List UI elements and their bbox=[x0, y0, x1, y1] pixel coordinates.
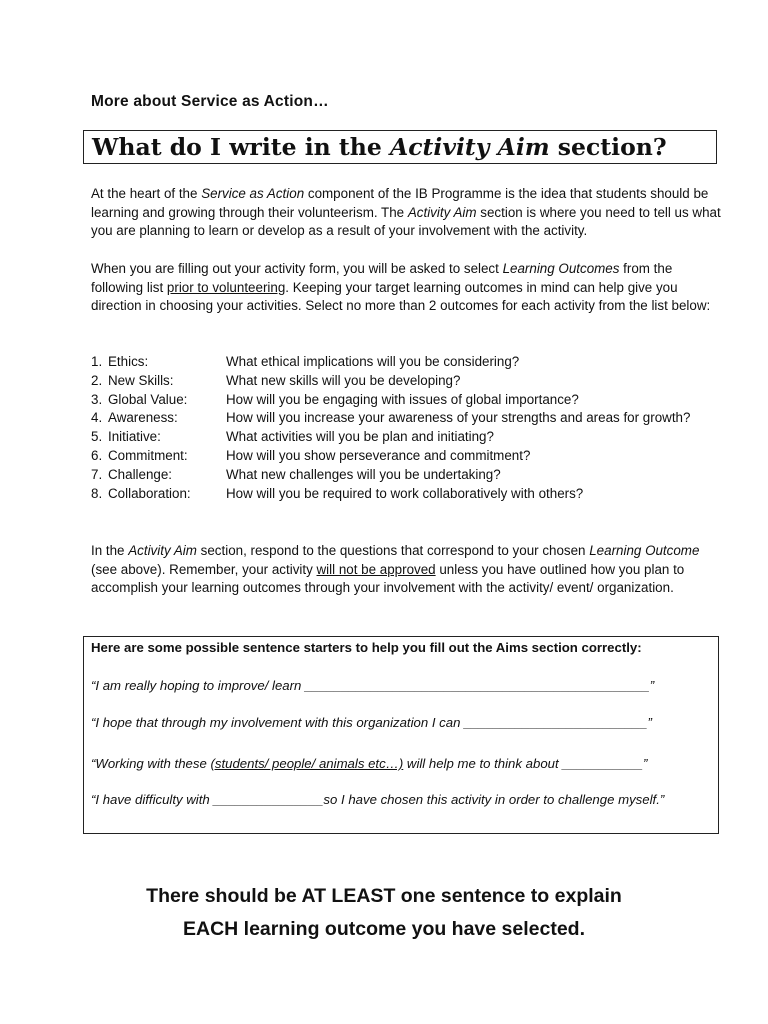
outcome-question: What ethical implications will you be considering? bbox=[226, 354, 520, 369]
text-run: from the following list bbox=[91, 261, 673, 295]
outcome-name: Ethics: bbox=[108, 354, 149, 369]
outcome-name: Global Value: bbox=[108, 391, 188, 407]
outcome-name: New Skills: bbox=[108, 372, 174, 388]
underlined-run: prior to volunteering bbox=[166, 279, 286, 295]
list-item bbox=[91, 391, 731, 410]
outcome-question: What new challenges will you be undertaking? bbox=[226, 466, 501, 482]
title-emphasis: Activity Aim bbox=[390, 133, 550, 161]
outcome-question: How will you increase your awareness of your strengths and areas for growth? bbox=[226, 410, 691, 426]
sentence-starter: “I have difficulty with _______________so I have chosen this activity in order to challenge myself.” bbox=[91, 792, 665, 807]
outcome-name: Challenge: bbox=[108, 466, 173, 482]
sentence-starters-heading: Here are some possible sentence starters to help you fill out the Aims section correctly: bbox=[91, 640, 642, 655]
section-kicker: More about Service as Action… bbox=[91, 93, 329, 110]
text-run: In the bbox=[91, 543, 129, 558]
text-run: section is where you need to tell us what you are planning to learn or develop as a result of your involvement with the activity. bbox=[91, 204, 721, 239]
list-item bbox=[91, 372, 731, 391]
text-run: component of the IB Programme is the idea that students should be learning and growing through their volunteerism. The bbox=[91, 186, 709, 220]
outcome-question: How will you be engaging with issues of global importance? bbox=[226, 391, 579, 407]
outcome-number: 7. bbox=[91, 466, 103, 482]
italic-run: Activity Aim bbox=[407, 204, 477, 220]
list-item bbox=[91, 353, 731, 372]
intro-paragraph bbox=[91, 185, 721, 241]
list-item bbox=[91, 485, 731, 504]
outcome-number: 3. bbox=[91, 391, 103, 407]
outcome-question: What activities will you be plan and initiating? bbox=[226, 429, 494, 445]
sentence-starter: “I hope that through my involvement with this organization I can _________________________” bbox=[91, 715, 652, 730]
closing-line: There should be AT LEAST one sentence to explain bbox=[146, 885, 622, 907]
outcome-number: 6. bbox=[91, 447, 103, 463]
outcome-question: How will you show perseverance and commitment? bbox=[226, 447, 531, 463]
text-run: section, respond to the questions that correspond to your chosen bbox=[196, 543, 590, 558]
closing-statement bbox=[0, 880, 768, 946]
outcome-number: 2. bbox=[91, 372, 103, 388]
learning-outcomes-list bbox=[91, 353, 731, 503]
text-run: will help me to think about ___________” bbox=[403, 756, 648, 771]
text-run: At the heart of the bbox=[91, 186, 202, 201]
italic-run: Activity Aim bbox=[128, 543, 197, 558]
title-after: section? bbox=[549, 133, 667, 161]
sentence-starters-box bbox=[83, 636, 719, 834]
outcome-number: 8. bbox=[91, 485, 103, 501]
text-run: (see above). Remember, your activity bbox=[91, 561, 317, 577]
outcome-name: Initiative: bbox=[108, 429, 161, 445]
italic-run: Learning Outcomes bbox=[502, 261, 620, 276]
instructions-paragraph bbox=[91, 260, 721, 316]
activity-aim-paragraph bbox=[91, 542, 721, 598]
italic-run: Learning Outcome bbox=[589, 543, 700, 558]
title-before: What do I write in the bbox=[92, 133, 390, 161]
outcome-name: Awareness: bbox=[108, 410, 178, 426]
outcome-number: 1. bbox=[91, 354, 103, 369]
page-title bbox=[83, 130, 717, 164]
text-run: When you are filling out your activity form, you will be asked to select bbox=[91, 261, 503, 276]
sentence-starter bbox=[91, 756, 647, 771]
underlined-run: will not be approved bbox=[316, 561, 436, 577]
list-item bbox=[91, 447, 731, 466]
outcome-question: How will you be required to work collaboratively with others? bbox=[226, 485, 584, 501]
outcome-number: 5. bbox=[91, 429, 103, 445]
italic-run: Service as Action bbox=[201, 186, 305, 201]
sentence-starter: “I am really hoping to improve/ learn _______________________________________________” bbox=[91, 678, 655, 693]
outcome-name: Collaboration: bbox=[108, 485, 191, 501]
text-run: unless you have outlined how you plan to accomplish your learning outcomes through your involvement with the activity/ event/ organization. bbox=[91, 561, 685, 596]
list-item bbox=[91, 428, 731, 447]
list-item bbox=[91, 466, 731, 485]
underlined-run: (students/ people/ animals etc…) bbox=[210, 756, 404, 771]
outcome-name: Commitment: bbox=[108, 447, 188, 463]
closing-line: EACH learning outcome you have selected. bbox=[182, 918, 586, 940]
text-run: . Keeping your target learning outcomes in mind can help give you direction in choosing your activities. Select no more than 2 outcomes for each activity from the list below: bbox=[91, 279, 711, 314]
list-item bbox=[91, 409, 731, 428]
outcome-number: 4. bbox=[91, 410, 103, 426]
outcome-question: What new skills will you be developing? bbox=[226, 372, 461, 388]
text-run: “Working with these bbox=[91, 756, 211, 771]
